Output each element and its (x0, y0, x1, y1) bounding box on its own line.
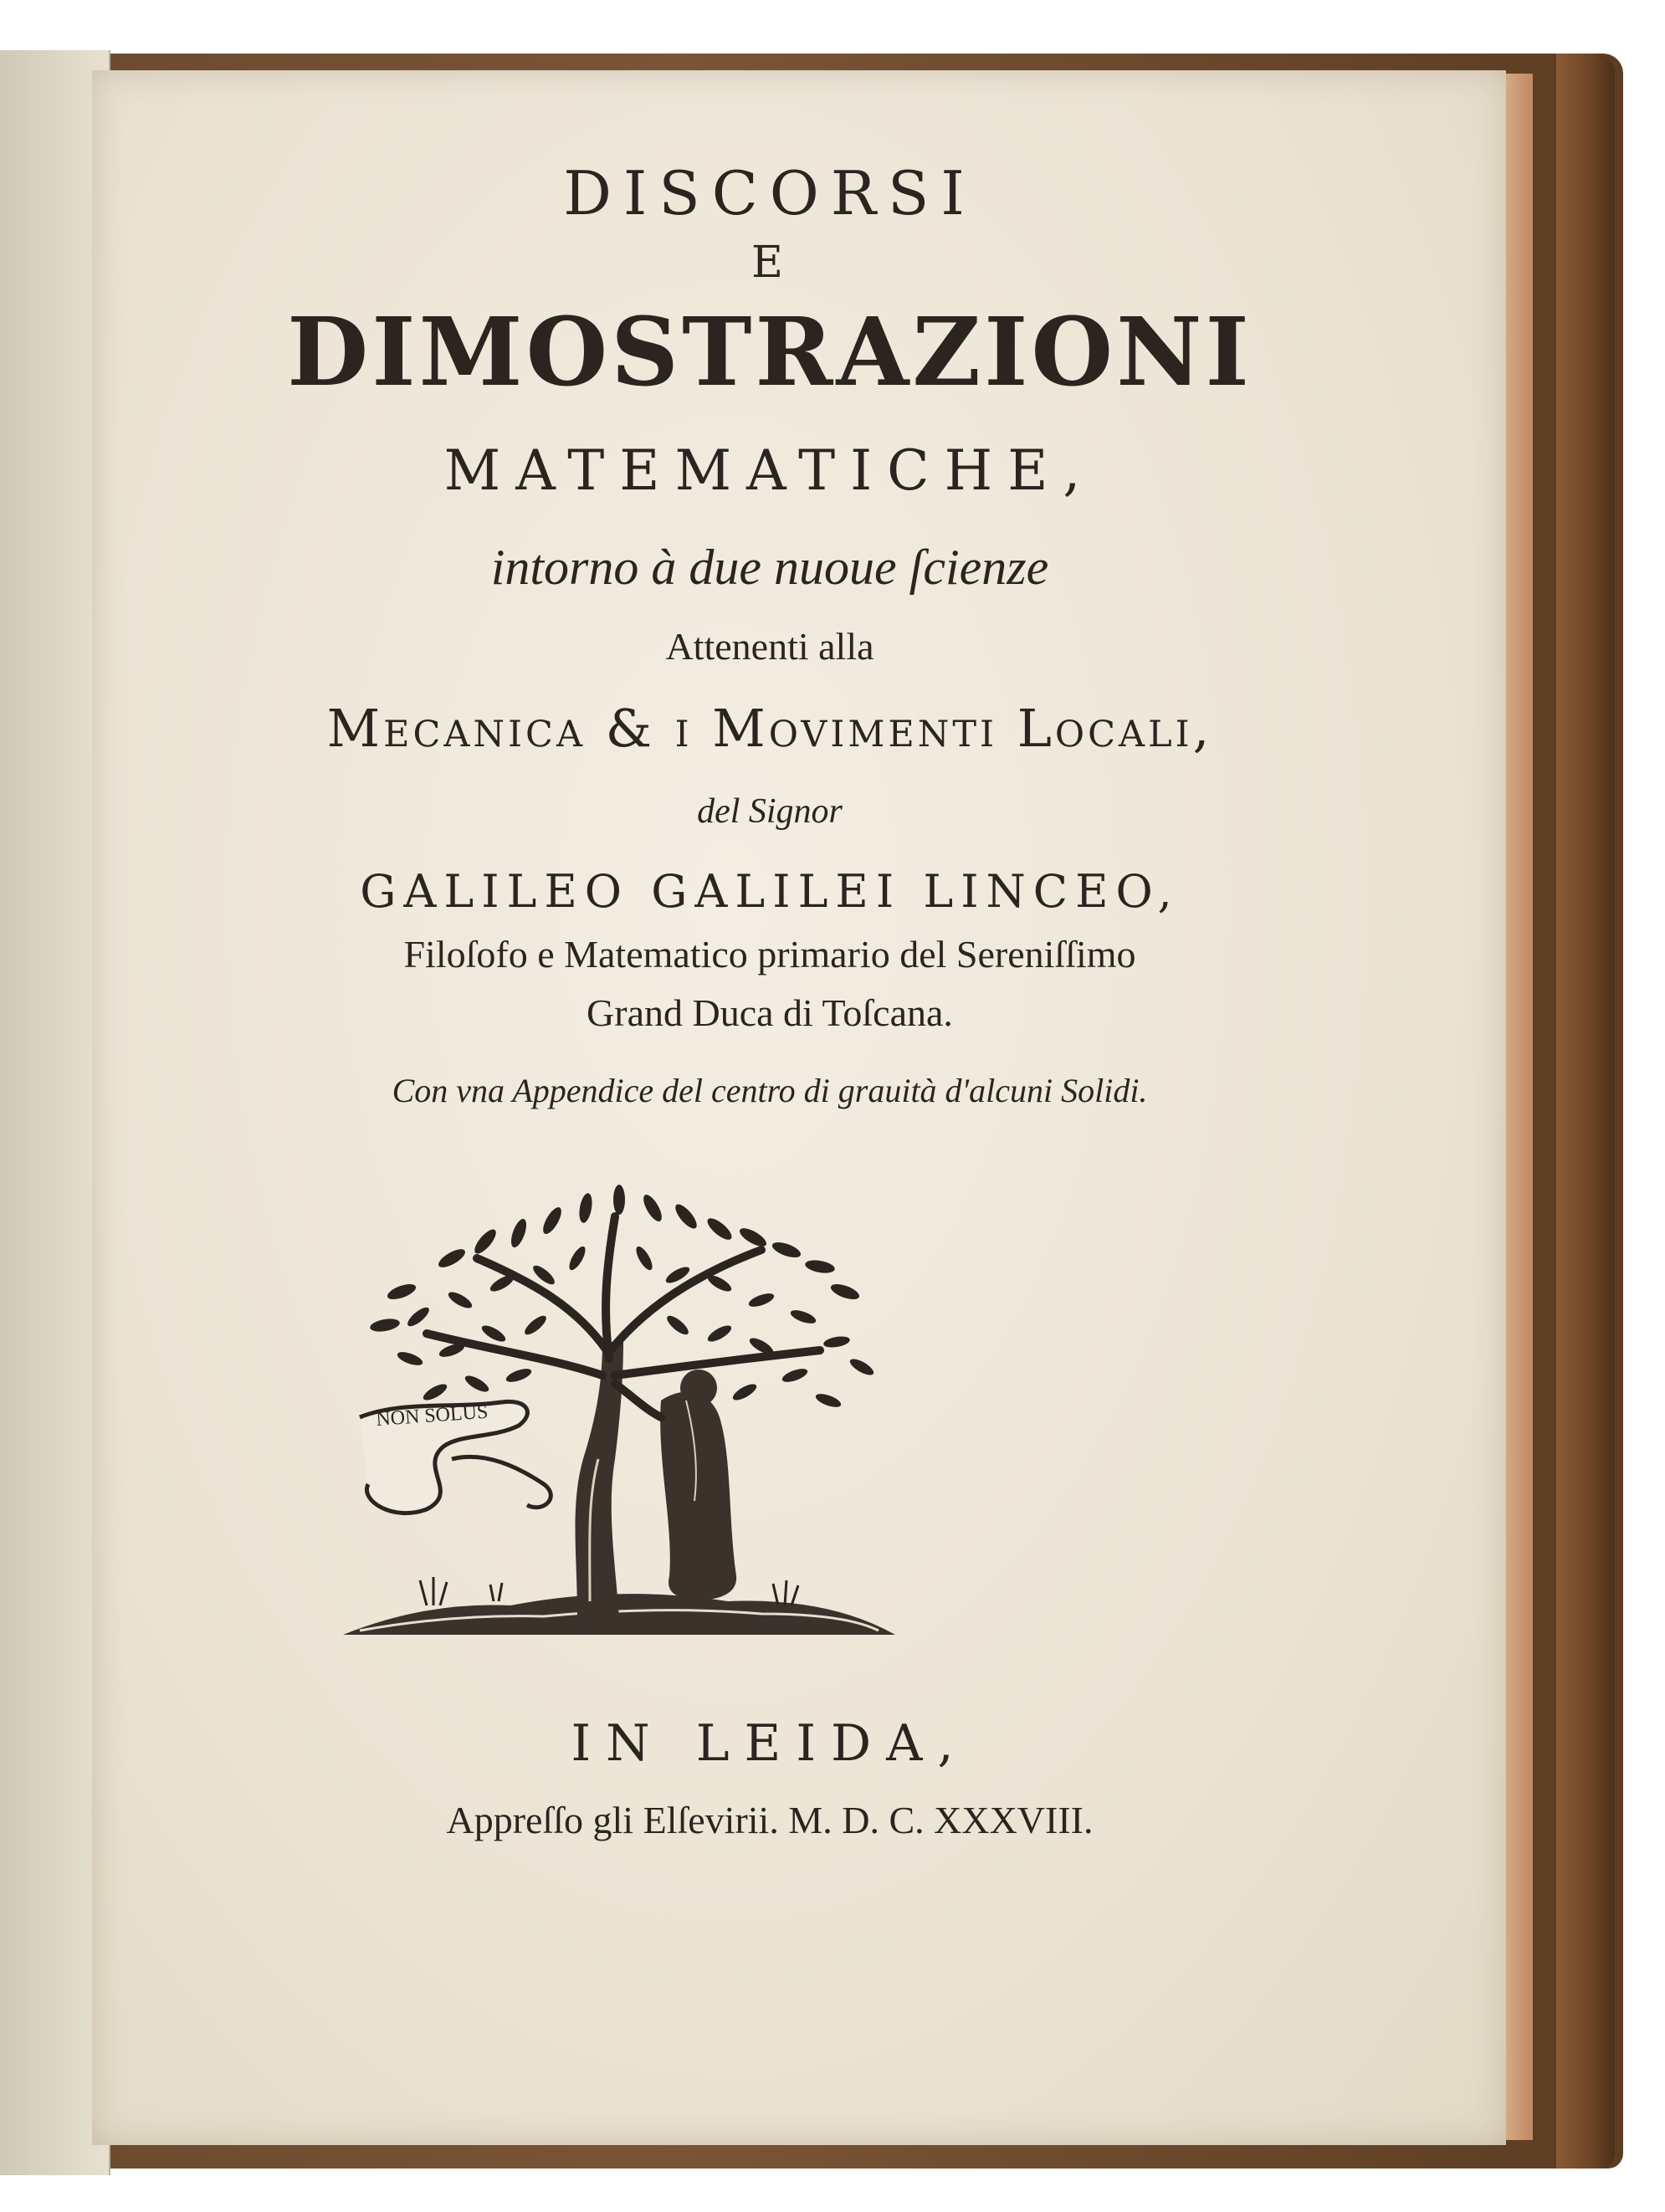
elsevier-tree-and-hermit-icon (326, 1183, 912, 1651)
author-title-line1: Filoſofo e Matematico primario del Sereniſſimo (403, 933, 1136, 975)
subtitle-attenenti: Attenenti alla (665, 625, 874, 668)
author-title-line2: Grand Duca di Toſcana. (587, 991, 953, 1034)
binding-fore-edge (1556, 54, 1615, 2168)
subtitle-mecanica: Mecanica & i Movimenti Locali, (326, 698, 1213, 759)
title-word-dimostrazioni: DIMOSTRAZIONI (287, 298, 1253, 407)
appendix-note: Con vna Appendice del centro di grauità d'alcuni Solidi. (392, 1072, 1148, 1109)
imprint-place: IN LEIDA, (571, 1714, 969, 1773)
author-name: GALILEO GALILEI LINCEO, (360, 865, 1180, 918)
banner-motto: NON SOLUS (375, 1400, 489, 1431)
title-word-discorsi: DISCORSI (563, 158, 976, 228)
title-conjunction: E (751, 238, 788, 288)
author-prefix: del Signor (697, 792, 843, 831)
subtitle-italic: intorno à due nuoue ſcienze (490, 540, 1049, 595)
imprint-publisher: Appreſſo gli Elſevirii. M. D. C. XXXVIII. (446, 1799, 1094, 1841)
title-word-matematiche: MATEMATICHE, (443, 438, 1096, 503)
title-page (92, 70, 1506, 2145)
